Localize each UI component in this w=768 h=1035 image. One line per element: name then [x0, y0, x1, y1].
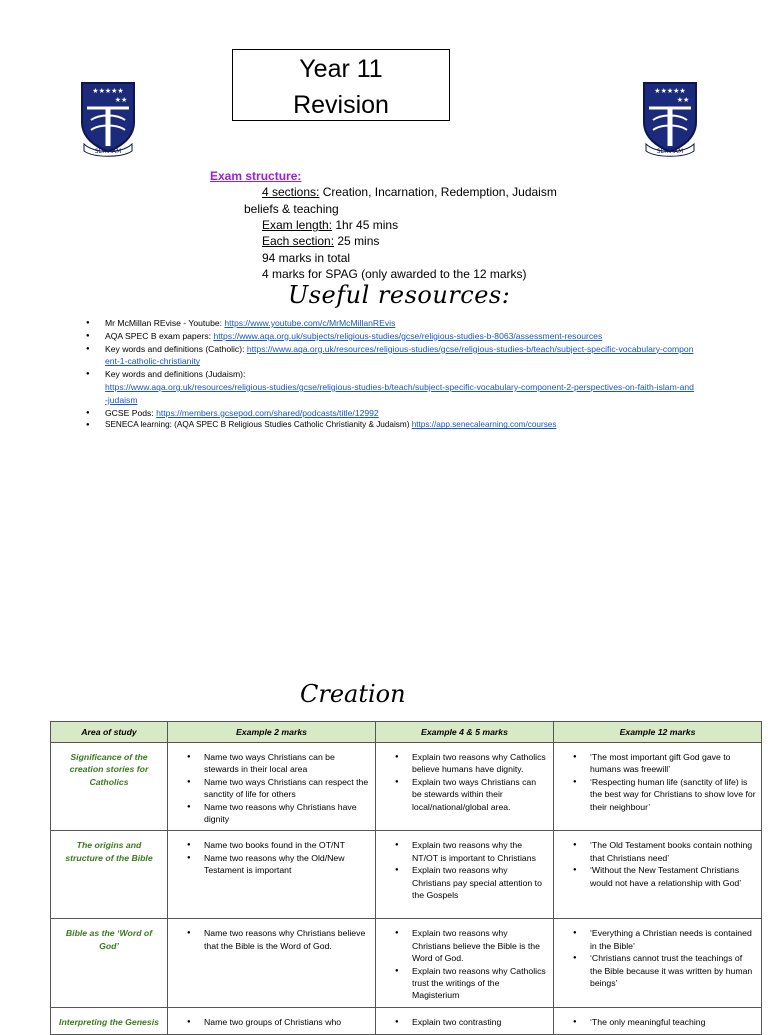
each-value: 25 mins	[334, 234, 380, 248]
svg-text:★★: ★★	[676, 96, 690, 104]
resource-item: ● Key words and definitions (Catholic): https://www.aqa.org.uk/resources/religious-studies/gcse/religious-studies-b/teach/subject-specific-vocabulary-component-1-catholic-christianity	[86, 343, 695, 369]
list-item: ● ‘Respecting human life (sanctity of life) is the best way for Christians to show love for their neighbour’	[573, 776, 756, 813]
list-item: ● Name two books found in the OT/NT	[187, 839, 370, 851]
four-mark-cell	[376, 743, 554, 831]
svg-text:★★: ★★	[114, 96, 128, 104]
resource-item: ● SENECA learning: (AQA SPEC B Religious Studies Catholic Christianity & Judaism) https://app.senecalearning.com/courses	[86, 419, 686, 432]
exam-marks-total: 94 marks in total	[262, 251, 351, 265]
svg-text:SERVIAM: SERVIAM	[94, 148, 122, 155]
resources-title: Useful resources:	[288, 281, 511, 309]
resource-item: ● AQA SPEC B exam papers: https://www.aqa.org.uk/subjects/religious-studies/gcse/religious-studies-b-8063/assessment-resources	[86, 330, 686, 343]
resource-link[interactable]: https://www.youtube.com/c/MrMcMillanREvis	[224, 318, 396, 328]
table-row	[51, 919, 762, 1007]
area-cell: Bible as the ‘Word of God’	[51, 919, 168, 1007]
two-mark-cell	[168, 1007, 376, 1034]
crest-shield-icon	[641, 80, 699, 158]
table-row	[51, 743, 762, 831]
twelve-mark-cell	[554, 919, 762, 1007]
list-item: ● Name two ways Christians can be stewards in their local area	[187, 751, 370, 776]
list-item: ● Explain two reasons why Christians pay special attention to the Gospels	[395, 864, 548, 901]
resource-link[interactable]: https://www.aqa.org.uk/resources/religious-studies/gcse/religious-studies-b/teach/subject-specific-vocabulary-component-2-perspectives-on-faith-islam-and-judaism	[105, 381, 694, 405]
list-item: ● Explain two ways Christians can be stewards within their local/national/global area.	[395, 776, 548, 813]
title-line-1: Year 11	[299, 55, 383, 83]
list-item: ● Explain two contrasting	[395, 1016, 548, 1028]
exam-each-section	[262, 233, 379, 249]
page-title	[232, 49, 450, 121]
list-item: ● Explain two reasons why the NT/OT is important to Christians	[395, 839, 548, 864]
exam-length	[262, 217, 398, 233]
list-item: ● Explain two reasons why Christians believe the Bible is the Word of God.	[395, 927, 548, 964]
exam-sections-cont: beliefs & teaching	[244, 202, 339, 216]
sections-value: Creation, Incarnation, Redemption, Judaism	[319, 185, 557, 199]
resource-link[interactable]: https://www.aqa.org.uk/subjects/religious-studies/gcse/religious-studies-b-8063/assessment-resources	[213, 330, 603, 341]
resource-link[interactable]: https://app.senecalearning.com/courses	[411, 420, 557, 430]
exam-structure-heading: Exam structure:	[210, 169, 302, 183]
length-value: 1hr 45 mins	[332, 218, 399, 232]
list-item: ● Name two groups of Christians who	[187, 1016, 370, 1028]
resource-item: ● Key words and definitions (Judaism): https://www.aqa.org.uk/resources/religious-studies/gcse/religious-studies-b/teach/subject-specific-vocabulary-component-2-perspectives-on-faith-islam-and-judaism	[86, 368, 695, 406]
header-4-5-marks: Example 4 & 5 marks	[376, 722, 554, 743]
header-area: Area of study	[51, 722, 168, 743]
four-mark-cell	[376, 831, 554, 919]
list-item: ● Explain two reasons why Catholics trust the writings of the Magisterium	[395, 965, 548, 1002]
area-cell: Interpreting the Genesis	[51, 1007, 168, 1034]
svg-text:★★★★★: ★★★★★	[654, 87, 686, 95]
area-cell: Significance of the creation stories for Catholics	[51, 743, 168, 831]
two-mark-cell	[168, 831, 376, 919]
resource-item: ● Mr McMillan REvise - Youtube: https://www.youtube.com/c/MrMcMillanREvis	[86, 317, 686, 330]
each-label: Each section:	[262, 234, 335, 248]
exam-sections	[262, 184, 557, 200]
resources-list	[86, 317, 694, 432]
list-item: ● ‘Without the New Testament Christians would not have a relationship with God’	[573, 864, 756, 889]
list-item: ● Explain two reasons why Catholics believe humans have dignity.	[395, 751, 548, 776]
table-row	[51, 831, 762, 919]
school-crest-left	[79, 80, 137, 158]
list-item: ● ‘Everything a Christian needs is contained in the Bible’	[573, 927, 756, 952]
table-header-row	[51, 722, 762, 743]
list-item: ● ‘The Old Testament books contain nothing that Christians need’	[573, 839, 756, 864]
four-mark-cell	[376, 919, 554, 1007]
list-item: ● Name two reasons why the Old/New Testament is important	[187, 852, 370, 877]
area-cell: The origins and structure of the Bible	[51, 831, 168, 919]
sections-label: 4 sections:	[262, 185, 320, 199]
table-row	[51, 1007, 762, 1034]
list-item: ● ‘Christians cannot trust the teachings of the Bible because it was written by human beings’	[573, 952, 756, 989]
list-item: ● ‘The only meaningful teaching	[573, 1016, 756, 1028]
resource-item: ● GCSE Pods: https://members.gcsepod.com/shared/podcasts/title/12992	[86, 407, 686, 420]
exam-spag: 4 marks for SPAG (only awarded to the 12 marks)	[262, 267, 527, 281]
two-mark-cell	[168, 919, 376, 1007]
four-mark-cell	[376, 1007, 554, 1034]
twelve-mark-cell	[554, 831, 762, 919]
school-crest-right	[641, 80, 699, 158]
resource-link[interactable]: https://members.gcsepod.com/shared/podcasts/title/12992	[156, 407, 379, 418]
creation-table	[50, 721, 762, 1035]
two-mark-cell	[168, 743, 376, 831]
list-item: ● Name two reasons why Christians believe that the Bible is the Word of God.	[187, 927, 370, 952]
twelve-mark-cell	[554, 743, 762, 831]
list-item: ● Name two reasons why Christians have dignity	[187, 801, 370, 826]
length-label: Exam length:	[262, 218, 333, 232]
header-12-marks: Example 12 marks	[554, 722, 762, 743]
svg-text:★★★★★: ★★★★★	[92, 87, 124, 95]
resource-link[interactable]: https://www.aqa.org.uk/resources/religious-studies/gcse/religious-studies-b/teach/subject-specific-vocabulary-component-1-catholic-christianity	[105, 343, 694, 367]
header-2-marks: Example 2 marks	[168, 722, 376, 743]
crest-shield-icon	[79, 80, 137, 158]
list-item: ● ‘The most important gift God gave to humans was freewill’	[573, 751, 756, 776]
svg-text:SERVIAM: SERVIAM	[656, 148, 684, 155]
creation-title: Creation	[300, 680, 406, 708]
title-line-2: Revision	[293, 91, 389, 119]
list-item: ● Name two ways Christians can respect the sanctity of life for others	[187, 776, 370, 801]
twelve-mark-cell	[554, 1007, 762, 1034]
